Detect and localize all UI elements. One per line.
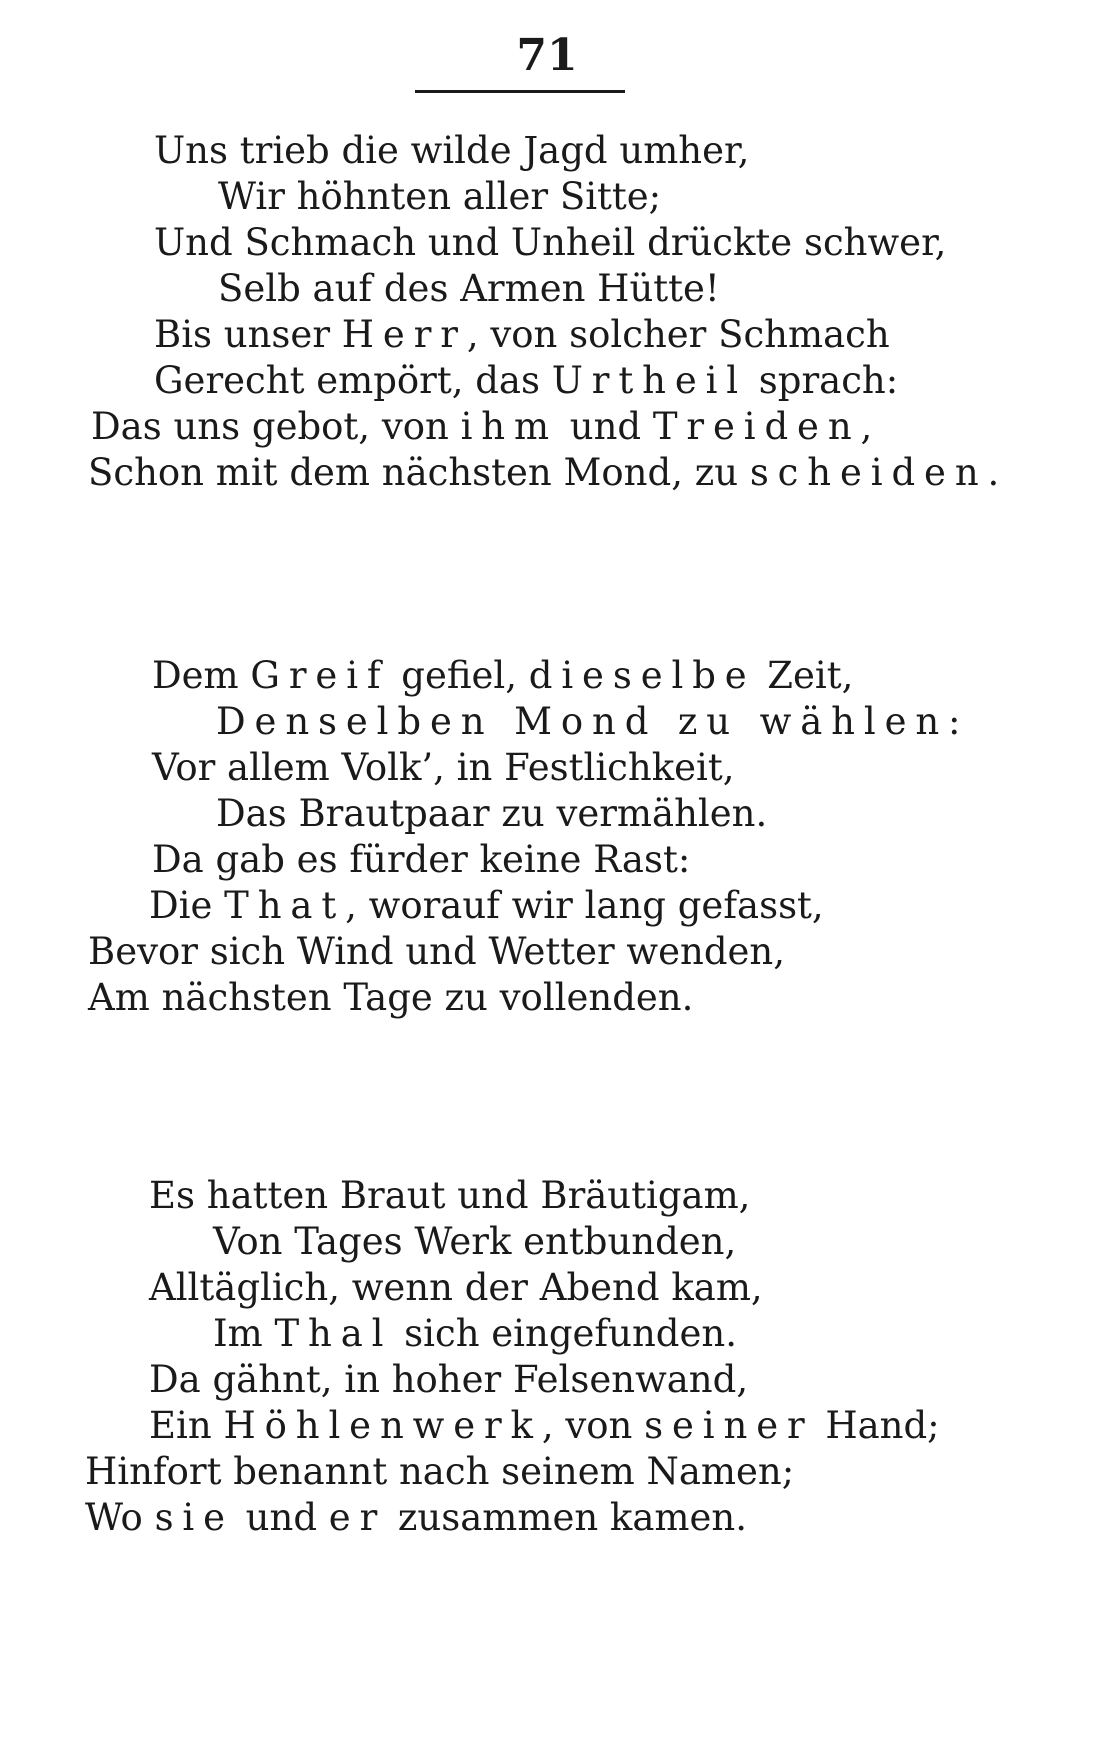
emphasized-word: Herr — [341, 313, 467, 356]
line-text: Da gab es fürder keine Rast: — [152, 838, 691, 881]
emphasized-word: Thal — [274, 1312, 393, 1355]
line-text: . — [987, 451, 1000, 494]
line-text: Selb auf des Armen Hütte! — [218, 267, 720, 310]
line-text: Gerecht empört, das — [154, 359, 552, 402]
line-text: Hand; — [813, 1404, 940, 1447]
poem-line — [85, 1450, 795, 1493]
poem-line — [149, 1174, 751, 1217]
line-text: , von — [541, 1404, 645, 1447]
line-text: Und Schmach und Unheil drückte schwer, — [154, 221, 947, 264]
poem-line — [154, 359, 899, 402]
line-text: Im — [213, 1312, 275, 1355]
poem-line — [218, 267, 720, 310]
emphasized-word: seiner — [644, 1404, 814, 1447]
poem-line — [85, 1496, 747, 1539]
poem-line — [213, 1220, 737, 1263]
line-text: Am nächsten Tage zu vollenden. — [88, 976, 694, 1019]
line-text: Zeit, — [755, 654, 854, 697]
poem-line — [152, 654, 854, 697]
emphasized-word: dieselbe — [528, 654, 756, 697]
line-text: Dem — [152, 654, 251, 697]
line-text: gefiel, — [389, 654, 529, 697]
line-text: Das Brautpaar zu vermählen. — [216, 792, 768, 835]
line-text: Da gähnt, in hoher Felsenwand, — [149, 1358, 749, 1401]
line-text: Die — [149, 884, 225, 927]
line-text: , von solcher Schmach — [466, 313, 890, 356]
poem-line — [216, 792, 768, 835]
poem-line — [154, 221, 947, 264]
poem-line — [154, 129, 750, 172]
line-text: , — [860, 405, 873, 448]
poem-line — [213, 1312, 737, 1355]
poem-line — [149, 884, 824, 927]
emphasized-word: er — [328, 1496, 387, 1539]
poem-line — [152, 838, 691, 881]
line-text: Wir höhnten aller Sitte; — [218, 175, 662, 218]
poem-line — [88, 930, 786, 973]
line-text: und — [557, 405, 653, 448]
emphasized-word: Treiden — [652, 405, 861, 448]
poem-line — [149, 1266, 763, 1309]
line-text: Es hatten Braut und Bräutigam, — [149, 1174, 751, 1217]
emphasized-word: That — [224, 884, 346, 927]
emphasized-word: scheiden — [749, 451, 988, 494]
line-text: Von Tages Werk entbunden, — [213, 1220, 737, 1263]
emphasized-word: ihm — [460, 405, 558, 448]
poem-line — [88, 976, 694, 1019]
line-text: und — [233, 1496, 329, 1539]
poem-line — [152, 746, 735, 789]
emphasized-word: sie — [154, 1496, 234, 1539]
page-number-rule — [415, 90, 625, 93]
emphasized-word: Urtheil — [551, 359, 748, 402]
poem-line — [149, 1358, 749, 1401]
line-text: Ein — [149, 1404, 224, 1447]
line-text: Bis unser — [154, 313, 342, 356]
emphasized-word: Denselben — [216, 700, 494, 743]
line-text: sich eingefunden. — [392, 1312, 737, 1355]
line-text: , worauf wir lang gefasst, — [345, 884, 824, 927]
line-text: Alltäglich, wenn der Abend kam, — [149, 1266, 763, 1309]
poem-line — [218, 175, 662, 218]
page-number: 71 — [516, 30, 578, 81]
line-text: Bevor sich Wind und Wetter wenden, — [88, 930, 786, 973]
line-text: Schon mit dem nächsten Mond, zu — [88, 451, 750, 494]
emphasized-word: Greif — [250, 654, 390, 697]
line-text: sprach: — [747, 359, 899, 402]
line-text: Das uns gebot, von — [91, 405, 461, 448]
emphasized-word: Mond zu wählen: — [493, 700, 970, 743]
poem-line — [91, 405, 873, 448]
emphasized-word: Höhlenwerk — [223, 1404, 542, 1447]
line-text: Vor allem Volk’, in Festlichkeit, — [152, 746, 735, 789]
poem-line — [149, 1404, 940, 1447]
line-text: zusammen kamen. — [386, 1496, 747, 1539]
poem-line — [88, 451, 1000, 494]
line-text: Uns trieb die wilde Jagd umher, — [154, 129, 750, 172]
poem-line — [216, 700, 970, 743]
line-text: Wo — [85, 1496, 155, 1539]
line-text: Hinfort benannt nach seinem Namen; — [85, 1450, 795, 1493]
poem-line — [154, 313, 890, 356]
